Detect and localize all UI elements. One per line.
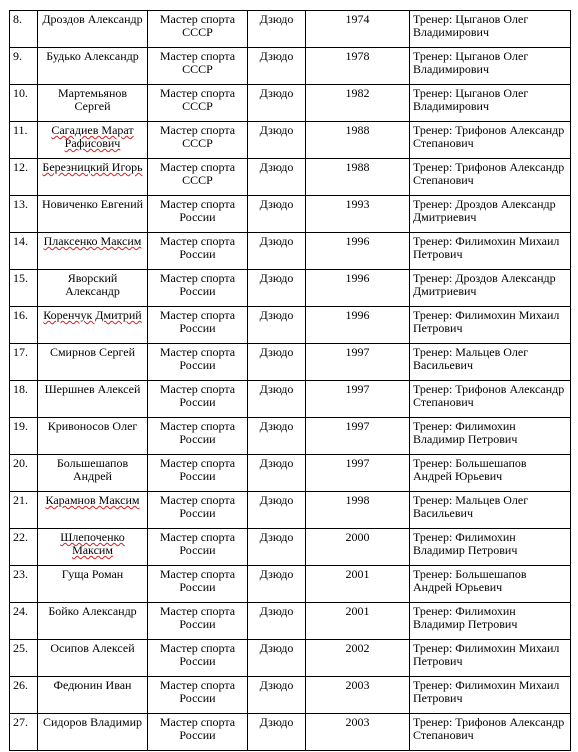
row-number: 26. (13, 678, 28, 692)
row-number-cell (10, 603, 38, 640)
row-number: 9. (13, 49, 22, 63)
athlete-name-cell (38, 307, 148, 344)
athlete-name-cell (38, 640, 148, 677)
coach-name-cell (410, 677, 571, 714)
table-row (10, 529, 571, 566)
award-year: 2003 (345, 678, 370, 692)
sport-title: Мастер спорта России (159, 382, 236, 409)
athlete-name-cell (38, 677, 148, 714)
athlete-name: Будько Александр (46, 49, 139, 63)
athlete-name-cell (38, 418, 148, 455)
sport-title: Мастер спорта России (159, 493, 236, 520)
table-row (10, 677, 571, 714)
sport-discipline: Дзюдо (259, 419, 294, 433)
row-number-cell (10, 640, 38, 677)
coach-name-cell (410, 529, 571, 566)
sport-title-cell (148, 455, 248, 492)
sport-discipline: Дзюдо (259, 604, 294, 618)
coach-name-cell (410, 196, 571, 233)
coach-name: Тренер: Филимохин Михаил Петрович (413, 678, 560, 705)
sport-discipline-cell (248, 603, 306, 640)
coach-name-cell (410, 455, 571, 492)
athlete-name-cell (38, 344, 148, 381)
coach-name: Тренер: Филимохин Михаил Петрович (413, 308, 560, 335)
award-year-cell (306, 233, 410, 270)
sport-discipline: Дзюдо (259, 345, 294, 359)
coach-name: Тренер: Трифонов Александр Степанович (413, 382, 565, 409)
sport-discipline: Дзюдо (259, 715, 294, 729)
award-year-cell (306, 196, 410, 233)
coach-name: Тренер: Цыганов Олег Владимирович (413, 12, 529, 39)
sport-discipline: Дзюдо (259, 160, 294, 174)
table-row (10, 455, 571, 492)
sport-title-cell (148, 11, 248, 48)
coach-name: Тренер: Филимохин Михаил Петрович (413, 234, 560, 261)
athlete-name-cell (38, 714, 148, 751)
award-year-cell (306, 381, 410, 418)
sport-discipline: Дзюдо (259, 678, 294, 692)
sport-discipline-cell (248, 418, 306, 455)
athlete-name-cell (38, 196, 148, 233)
award-year: 1993 (345, 197, 370, 211)
sport-title-cell (148, 381, 248, 418)
athlete-name: Бойко Александр (48, 604, 137, 618)
award-year-cell (306, 492, 410, 529)
athlete-name: Мартемьянов Сергей (57, 86, 128, 113)
row-number-cell (10, 381, 38, 418)
award-year: 2001 (345, 604, 370, 618)
award-year: 1998 (345, 493, 370, 507)
sport-discipline-cell (248, 714, 306, 751)
athlete-name: Новиченко Евгений (41, 197, 144, 211)
sport-discipline-cell (248, 196, 306, 233)
coach-name: Тренер: Филимохин Владимир Петрович (413, 604, 518, 631)
award-year: 2003 (345, 715, 370, 729)
table-row (10, 714, 571, 751)
sport-discipline-cell (248, 566, 306, 603)
row-number-cell (10, 11, 38, 48)
athlete-name: Смирнов Сергей (49, 345, 136, 359)
sport-discipline: Дзюдо (259, 567, 294, 581)
row-number-cell (10, 714, 38, 751)
row-number: 19. (13, 419, 28, 433)
award-year-cell (306, 344, 410, 381)
athlete-name: Шлепоченко Максим (60, 530, 125, 557)
table-row (10, 418, 571, 455)
sport-title-cell (148, 159, 248, 196)
row-number-cell (10, 307, 38, 344)
row-number-cell (10, 492, 38, 529)
athlete-name-cell (38, 48, 148, 85)
sport-title: Мастер спорта России (159, 234, 236, 261)
sport-title: Мастер спорта России (159, 678, 236, 705)
row-number-cell (10, 196, 38, 233)
sport-discipline-cell (248, 381, 306, 418)
sport-discipline-cell (248, 159, 306, 196)
sport-title: Мастер спорта России (159, 641, 236, 668)
award-year-cell (306, 640, 410, 677)
coach-name: Тренер: Дроздов Александр Дмитриевич (413, 271, 556, 298)
sport-title: Мастер спорта СССР (159, 86, 236, 113)
athlete-name: Коренчук Дмитрий (43, 308, 142, 322)
row-number-cell (10, 122, 38, 159)
athlete-name-cell (38, 566, 148, 603)
sport-title: Мастер спорта России (159, 567, 236, 594)
sport-title: Мастер спорта России (159, 530, 236, 557)
athlete-name: Осипов Алексей (50, 641, 135, 655)
row-number: 27. (13, 715, 28, 729)
row-number: 12. (13, 160, 28, 174)
sport-title-cell (148, 307, 248, 344)
sport-discipline-cell (248, 492, 306, 529)
row-number: 24. (13, 604, 28, 618)
award-year-cell (306, 270, 410, 307)
sport-discipline-cell (248, 11, 306, 48)
table-row (10, 122, 571, 159)
athlete-name-cell (38, 270, 148, 307)
award-year: 1974 (345, 12, 370, 26)
sport-title-cell (148, 418, 248, 455)
athlete-name-cell (38, 122, 148, 159)
table-row (10, 196, 571, 233)
award-year-cell (306, 529, 410, 566)
sport-discipline: Дзюдо (259, 308, 294, 322)
sport-discipline: Дзюдо (259, 123, 294, 137)
athlete-name: Карамнов Максим (45, 493, 140, 507)
athlete-name: Плаксенко Максим (43, 234, 142, 248)
award-year: 1997 (345, 456, 370, 470)
sport-discipline-cell (248, 307, 306, 344)
row-number-cell (10, 159, 38, 196)
table-row (10, 307, 571, 344)
award-year-cell (306, 455, 410, 492)
table-row (10, 48, 571, 85)
coach-name-cell (410, 566, 571, 603)
award-year-cell (306, 677, 410, 714)
award-year-cell (306, 307, 410, 344)
coach-name-cell (410, 603, 571, 640)
coach-name: Тренер: Трифонов Александр Степанович (413, 715, 565, 742)
award-year: 1988 (345, 123, 370, 137)
athlete-name: Яворский Александр (65, 271, 120, 298)
table-body (10, 11, 571, 751)
sport-title: Мастер спорта СССР (159, 12, 236, 39)
table-row (10, 344, 571, 381)
coach-name-cell (410, 714, 571, 751)
row-number: 25. (13, 641, 28, 655)
coach-name-cell (410, 11, 571, 48)
athlete-name: Березницкий Игорь (42, 160, 143, 174)
table-row (10, 640, 571, 677)
coach-name-cell (410, 270, 571, 307)
coach-name-cell (410, 344, 571, 381)
row-number: 18. (13, 382, 28, 396)
sport-discipline-cell (248, 529, 306, 566)
athlete-name: Дроздов Александр (42, 12, 143, 26)
row-number-cell (10, 455, 38, 492)
row-number-cell (10, 85, 38, 122)
sport-title-cell (148, 122, 248, 159)
award-year: 1988 (345, 160, 370, 174)
sport-title-cell (148, 677, 248, 714)
row-number: 20. (13, 456, 28, 470)
sport-title: Мастер спорта России (159, 345, 236, 372)
table-row (10, 11, 571, 48)
row-number-cell (10, 566, 38, 603)
athlete-name: Кривоносов Олег (47, 419, 138, 433)
athlete-name-cell (38, 11, 148, 48)
coach-name-cell (410, 122, 571, 159)
award-year: 2001 (345, 567, 370, 581)
award-year-cell (306, 714, 410, 751)
award-year-cell (306, 48, 410, 85)
sport-discipline: Дзюдо (259, 530, 294, 544)
sport-discipline: Дзюдо (259, 382, 294, 396)
sport-title-cell (148, 603, 248, 640)
award-year-cell (306, 418, 410, 455)
sport-discipline-cell (248, 48, 306, 85)
row-number: 16. (13, 308, 28, 322)
sport-title: Мастер спорта России (159, 715, 236, 742)
sport-discipline: Дзюдо (259, 197, 294, 211)
sport-title: Мастер спорта СССР (159, 123, 236, 150)
sport-discipline: Дзюдо (259, 641, 294, 655)
athlete-name-cell (38, 159, 148, 196)
row-number: 21. (13, 493, 28, 507)
sport-title: Мастер спорта СССР (159, 49, 236, 76)
coach-name: Тренер: Филимохин Владимир Петрович (413, 419, 518, 446)
sport-discipline: Дзюдо (259, 456, 294, 470)
sport-discipline: Дзюдо (259, 49, 294, 63)
athlete-name: Шершнев Алексей (44, 382, 141, 396)
coach-name: Тренер: Большешапов Андрей Юрьевич (413, 567, 527, 594)
coach-name-cell (410, 233, 571, 270)
sport-title: Мастер спорта России (159, 271, 236, 298)
sport-title-cell (148, 233, 248, 270)
row-number: 11. (13, 123, 28, 137)
coach-name: Тренер: Трифонов Александр Степанович (413, 123, 565, 150)
sport-title-cell (148, 492, 248, 529)
sport-title-cell (148, 640, 248, 677)
sport-title-cell (148, 270, 248, 307)
athlete-name: Гуща Роман (61, 567, 124, 581)
row-number-cell (10, 48, 38, 85)
award-year-cell (306, 122, 410, 159)
award-year: 2002 (345, 641, 370, 655)
award-year: 1997 (345, 345, 370, 359)
row-number-cell (10, 233, 38, 270)
sport-discipline-cell (248, 85, 306, 122)
coach-name-cell (410, 159, 571, 196)
sport-discipline: Дзюдо (259, 12, 294, 26)
coach-name-cell (410, 492, 571, 529)
sport-discipline-cell (248, 677, 306, 714)
sport-discipline-cell (248, 640, 306, 677)
athlete-name: Федюнин Иван (53, 678, 132, 692)
award-year: 1996 (345, 234, 370, 248)
sport-discipline-cell (248, 455, 306, 492)
coach-name-cell (410, 640, 571, 677)
coach-name: Тренер: Мальцев Олег Васильевич (413, 345, 529, 372)
sport-title-cell (148, 48, 248, 85)
coach-name: Тренер: Трифонов Александр Степанович (413, 160, 565, 187)
athlete-name-cell (38, 233, 148, 270)
sport-title: Мастер спорта России (159, 419, 236, 446)
athlete-name-cell (38, 85, 148, 122)
sport-discipline: Дзюдо (259, 493, 294, 507)
sport-title: Мастер спорта России (159, 604, 236, 631)
row-number: 13. (13, 197, 28, 211)
award-year: 1997 (345, 419, 370, 433)
award-year-cell (306, 566, 410, 603)
sport-title-cell (148, 196, 248, 233)
athlete-name: Сидоров Владимир (42, 715, 143, 729)
row-number: 15. (13, 271, 28, 285)
table-row (10, 492, 571, 529)
coach-name: Тренер: Цыганов Олег Владимирович (413, 86, 529, 113)
athlete-name-cell (38, 492, 148, 529)
athlete-name-cell (38, 455, 148, 492)
sport-discipline-cell (248, 233, 306, 270)
sport-title-cell (148, 529, 248, 566)
table-row (10, 566, 571, 603)
coach-name: Тренер: Цыганов Олег Владимирович (413, 49, 529, 76)
award-year: 1996 (345, 271, 370, 285)
award-year-cell (306, 603, 410, 640)
sport-discipline: Дзюдо (259, 271, 294, 285)
coach-name: Тренер: Мальцев Олег Васильевич (413, 493, 529, 520)
award-year: 1982 (345, 86, 370, 100)
award-year-cell (306, 11, 410, 48)
sport-title: Мастер спорта России (159, 456, 236, 483)
sport-title-cell (148, 566, 248, 603)
coach-name-cell (410, 85, 571, 122)
row-number-cell (10, 529, 38, 566)
sport-discipline-cell (248, 270, 306, 307)
sport-discipline: Дзюдо (259, 86, 294, 100)
row-number-cell (10, 270, 38, 307)
row-number: 14. (13, 234, 28, 248)
award-year: 1996 (345, 308, 370, 322)
coach-name: Тренер: Дроздов Александр Дмитриевич (413, 197, 556, 224)
table-row (10, 85, 571, 122)
sport-title-cell (148, 714, 248, 751)
athlete-name: Большешапов Андрей (56, 456, 129, 483)
sport-discipline-cell (248, 122, 306, 159)
coach-name: Тренер: Филимохин Владимир Петрович (413, 530, 518, 557)
row-number: 23. (13, 567, 28, 581)
award-year: 1978 (345, 49, 370, 63)
award-year: 1997 (345, 382, 370, 396)
sport-discipline-cell (248, 344, 306, 381)
table-row (10, 159, 571, 196)
coach-name-cell (410, 381, 571, 418)
coach-name-cell (410, 307, 571, 344)
sport-title: Мастер спорта России (159, 308, 236, 335)
row-number-cell (10, 418, 38, 455)
coach-name-cell (410, 418, 571, 455)
row-number: 10. (13, 86, 28, 100)
athlete-name-cell (38, 381, 148, 418)
sport-title: Мастер спорта России (159, 197, 236, 224)
award-year-cell (306, 159, 410, 196)
sport-title-cell (148, 344, 248, 381)
athletes-table (9, 10, 571, 751)
row-number: 22. (13, 530, 28, 544)
coach-name: Тренер: Большешапов Андрей Юрьевич (413, 456, 527, 483)
table-row (10, 603, 571, 640)
row-number: 17. (13, 345, 28, 359)
table-row (10, 381, 571, 418)
row-number: 8. (13, 12, 22, 26)
sport-title-cell (148, 85, 248, 122)
row-number-cell (10, 677, 38, 714)
coach-name-cell (410, 48, 571, 85)
sport-discipline: Дзюдо (259, 234, 294, 248)
row-number-cell (10, 344, 38, 381)
athlete-name-cell (38, 603, 148, 640)
table-row (10, 270, 571, 307)
sport-title: Мастер спорта СССР (159, 160, 236, 187)
athlete-name-cell (38, 529, 148, 566)
table-row (10, 233, 571, 270)
athlete-name: Сагадиев Марат Рафисович (51, 123, 134, 150)
award-year: 2000 (345, 530, 370, 544)
coach-name: Тренер: Филимохин Михаил Петрович (413, 641, 560, 668)
award-year-cell (306, 85, 410, 122)
